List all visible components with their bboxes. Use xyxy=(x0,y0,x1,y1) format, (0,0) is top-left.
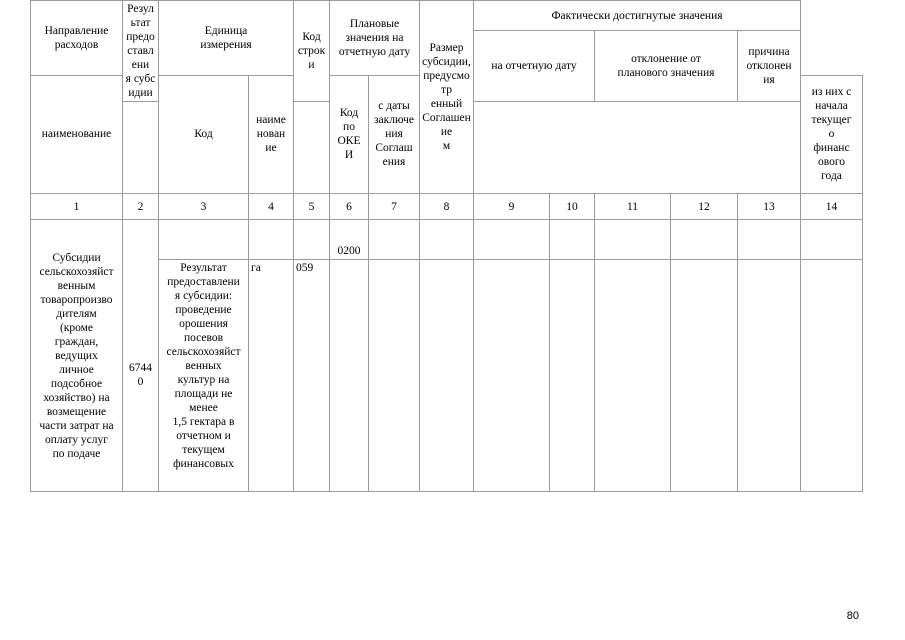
header-deviation: отклонение от планового значения xyxy=(595,31,738,102)
empty-cell xyxy=(249,220,294,260)
header-subsidy-size: Размер субсидии, предусмотр енный Соглашение м xyxy=(420,1,474,194)
empty-cell xyxy=(595,260,671,492)
line-code-cell: 0200 xyxy=(330,220,369,260)
col-number: 4 xyxy=(249,194,294,220)
empty-cell xyxy=(420,220,474,260)
header-result: Результат предоставлени я субсидии xyxy=(123,1,159,102)
header-on-report-date: на отчетную дату xyxy=(474,31,595,102)
page-number: 80 xyxy=(846,610,859,622)
empty-cell xyxy=(801,260,863,492)
header-plan-from-sign: с даты заключе ния Соглаш ения xyxy=(369,75,420,194)
result-text-cell: Результат предоставлени я субсидии: проведение орошения посевов сельскохозяйст венных культур на площади не менее 1,5 гектара в отчетном и текущем финансовых xyxy=(159,260,249,492)
empty-cell xyxy=(474,220,550,260)
subsidy-report-table xyxy=(30,0,863,492)
empty-cell xyxy=(671,220,738,260)
empty-cell xyxy=(738,220,801,260)
header-reason: причина отклонен ия xyxy=(738,31,801,102)
header-unit-okei: Код по ОКЕ И xyxy=(330,75,369,194)
col-number: 8 xyxy=(420,194,474,220)
empty-cell xyxy=(369,220,420,260)
col-number: 6 xyxy=(330,194,369,220)
header-line-code: Код строк и xyxy=(294,1,330,102)
table-row xyxy=(31,220,863,260)
empty-cell xyxy=(474,260,550,492)
col-number: 14 xyxy=(801,194,863,220)
empty-cell xyxy=(595,220,671,260)
empty-cell xyxy=(330,260,369,492)
empty-cell xyxy=(294,220,330,260)
header-plan-from-year: из них с начала текущег о финанс ового года xyxy=(801,75,863,194)
empty-cell xyxy=(550,260,595,492)
header-planned: Плановые значения на отчетную дату xyxy=(330,1,420,76)
empty-cell xyxy=(123,220,159,260)
table-row xyxy=(31,260,863,492)
col-number: 2 xyxy=(123,194,159,220)
header-dir-name: наименование xyxy=(31,75,123,194)
col-number: 10 xyxy=(550,194,595,220)
col-number: 1 xyxy=(31,194,123,220)
empty-cell xyxy=(159,220,249,260)
header-unit-name: наиме нован ие xyxy=(249,75,294,194)
unit-okei-cell: 059 xyxy=(294,260,330,492)
col-number: 12 xyxy=(671,194,738,220)
header-direction: Направление расходов xyxy=(31,1,123,76)
col-number: 5 xyxy=(294,194,330,220)
col-number: 13 xyxy=(738,194,801,220)
empty-cell xyxy=(738,260,801,492)
header-actual: Фактически достигнутые значения xyxy=(474,1,801,31)
empty-cell xyxy=(550,220,595,260)
col-number: 9 xyxy=(474,194,550,220)
empty-cell xyxy=(420,260,474,492)
empty-cell xyxy=(369,260,420,492)
col-number: 3 xyxy=(159,194,249,220)
header-dir-code: Код xyxy=(159,75,249,194)
direction-code-cell: 6744 0 xyxy=(123,260,159,492)
column-numbers-row xyxy=(31,194,863,220)
header-unit: Единица измерения xyxy=(159,1,294,76)
col-number: 11 xyxy=(595,194,671,220)
col-number: 7 xyxy=(369,194,420,220)
empty-cell xyxy=(801,220,863,260)
direction-name-cell: Субсидии сельскохозяйст венным товаропроизво дителям (кроме граждан, ведущих личное подсобное хозяйство) на возмещение части затрат на оплату услуг по подаче xyxy=(31,220,123,492)
empty-cell xyxy=(671,260,738,492)
unit-name-cell: га xyxy=(249,260,294,492)
